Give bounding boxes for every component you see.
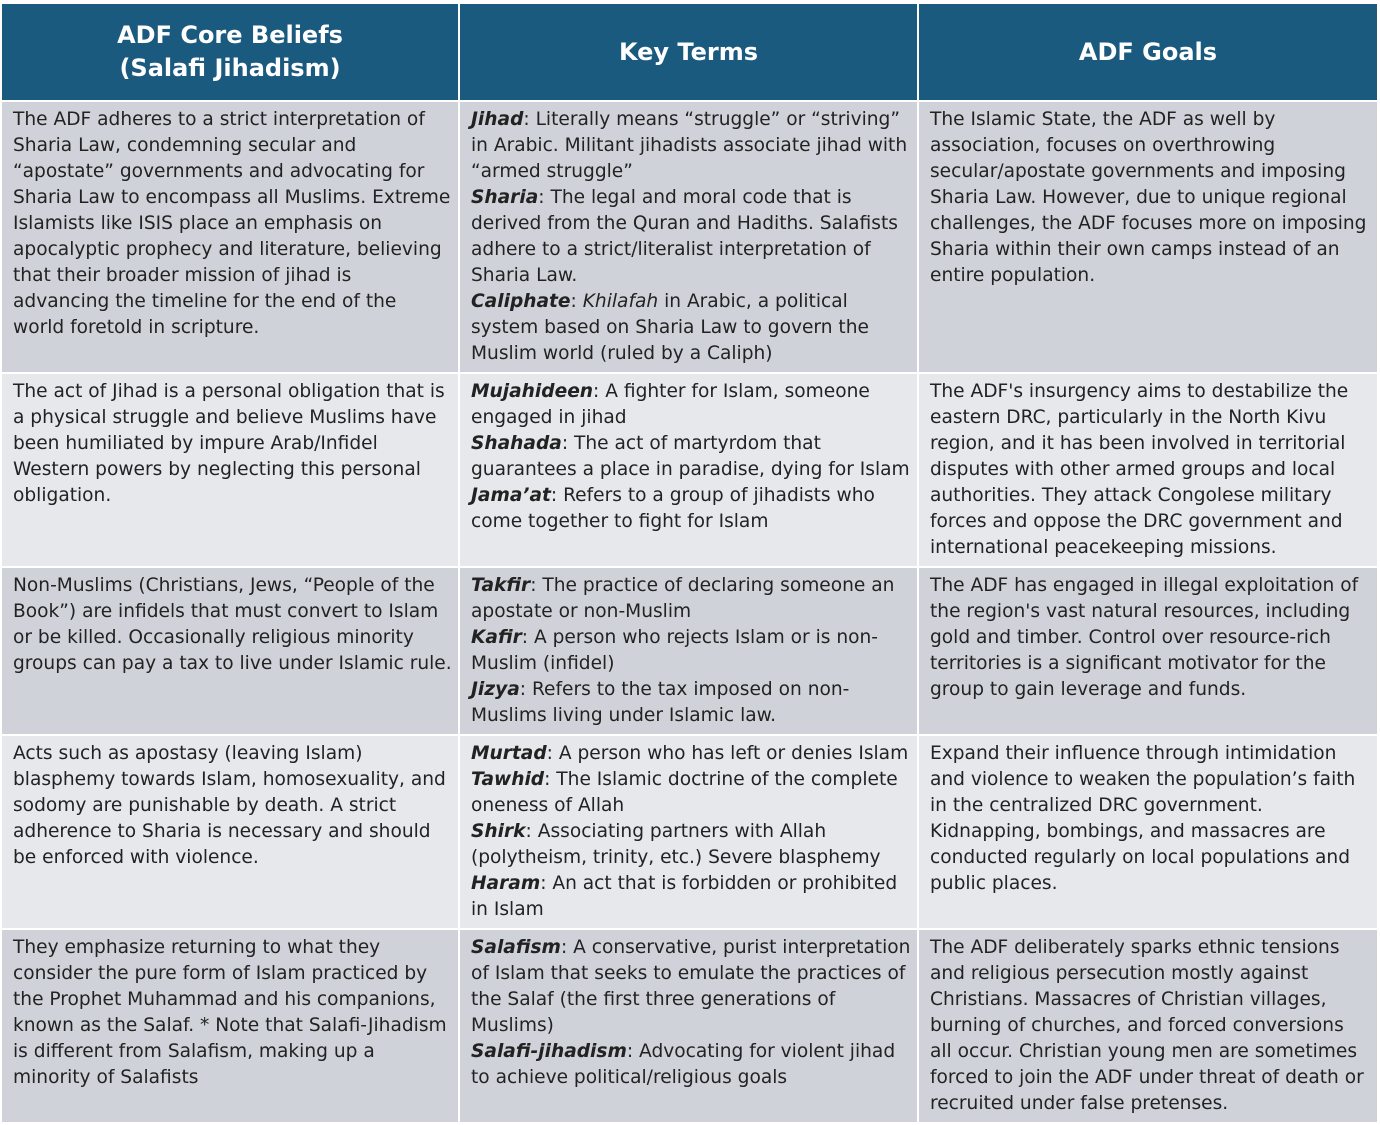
- term-definition: : Advocating for violent jihad to achieve political/religious goals: [471, 1041, 896, 1088]
- term-name: Salafism: [471, 937, 561, 958]
- term-definition: : Associating partners with Allah (polytheism, trinity, etc.) Severe blasphemy: [471, 821, 881, 868]
- term-definition: : A fighter for Islam, someone engaged in jihad: [471, 381, 870, 428]
- term-name: Jama’at: [471, 485, 551, 506]
- table-row: [1, 735, 1378, 929]
- term-name: Caliphate: [471, 291, 571, 312]
- term-name: Murtad: [471, 743, 547, 764]
- term-entry: [471, 1039, 913, 1091]
- table-row: [1, 101, 1378, 373]
- term-name: Haram: [471, 873, 541, 894]
- term-definition: : The Islamic doctrine of the complete oneness of Allah: [471, 769, 898, 816]
- term-name: Salafi-jihadism: [471, 1041, 627, 1062]
- term-name: Mujahideen: [471, 381, 594, 402]
- goal-cell: The ADF deliberately sparks ethnic tensions and religious persecution mostly against Christians. Massacres of Christian villages, burning of churches, and forced conversions all occur. Christian young men are sometimes forced to join the ADF under threat of death or recruited under false pretenses.: [918, 929, 1378, 1123]
- term-name: Sharia: [471, 187, 539, 208]
- term-name: Kafir: [471, 627, 522, 648]
- header-adf-goals: ADF Goals: [918, 3, 1378, 101]
- term-definition: : A conservative, purist interpretation of Islam that seeks to emulate the practices of the Salaf (the first three generations of Muslims): [471, 937, 911, 1036]
- term-entry: [471, 107, 913, 185]
- belief-cell: Non-Muslims (Christians, Jews, “People of the Book”) are infidels that must convert to Islam or be killed. Occasionally religious minority groups can pay a tax to live under Islamic rule.: [1, 567, 459, 735]
- term-entry: [471, 573, 913, 625]
- term-entry: [471, 935, 913, 1039]
- table-row: [1, 567, 1378, 735]
- goal-cell: The Islamic State, the ADF as well by association, focuses on overthrowing secular/apostate governments and imposing Sharia Law. However, due to unique regional challenges, the ADF focuses more on imposing Sharia within their own camps instead of an entire population.: [918, 101, 1378, 373]
- belief-cell: The act of Jihad is a personal obligation that is a physical struggle and believe Muslims have been humiliated by impure Arab/Infidel Western powers by neglecting this personal obligation.: [1, 373, 459, 567]
- term-definition: : The act of martyrdom that guarantees a place in paradise, dying for Islam: [471, 433, 910, 480]
- beliefs-table: [0, 2, 1379, 1124]
- term-name: Takfir: [471, 575, 531, 596]
- term-definition: : An act that is forbidden or prohibited in Islam: [471, 873, 898, 920]
- term-definition: : A person who has left or denies Islam: [546, 743, 909, 764]
- header-key-terms: Key Terms: [459, 3, 918, 101]
- belief-cell: The ADF adheres to a strict interpretation of Sharia Law, condemning secular and “apostate” governments and advocating for Sharia Law to encompass all Muslims. Extreme Islamists like ISIS place an emphasis on apocalyptic prophecy and literature, believing that their broader mission of jihad is advancing the timeline for the end of the world foretold in scripture.: [1, 101, 459, 373]
- term-name: Tawhid: [471, 769, 545, 790]
- goal-cell: Expand their influence through intimidation and violence to weaken the population’s faith in the centralized DRC government. Kidnapping, bombings, and massacres are conducted regularly on local populations and public places.: [918, 735, 1378, 929]
- term-definition: :: [570, 291, 583, 312]
- term-entry: [471, 677, 913, 729]
- term-definition: : A person who rejects Islam or is non-Muslim (infidel): [471, 627, 878, 674]
- terms-cell: [459, 373, 918, 567]
- terms-cell: [459, 567, 918, 735]
- goal-cell: The ADF has engaged in illegal exploitation of the region's vast natural resources, including gold and timber. Control over resource-rich territories is a significant motivator for the group to gain leverage and funds.: [918, 567, 1378, 735]
- header-row: [1, 3, 1378, 101]
- term-definition: : Literally means “struggle” or “striving” in Arabic. Militant jihadists associate jihad with “armed struggle”: [471, 109, 908, 182]
- table-row: [1, 929, 1378, 1123]
- term-definition: : The legal and moral code that is derived from the Quran and Hadiths. Salafists adhere to a strict/literalist interpretation of Sharia Law.: [471, 187, 898, 286]
- term-name: Shahada: [471, 433, 562, 454]
- term-definition: : The practice of declaring someone an apostate or non-Muslim: [471, 575, 895, 622]
- term-entry: [471, 431, 913, 483]
- terms-cell: [459, 929, 918, 1123]
- header-core-beliefs-line1: ADF Core Beliefs: [117, 21, 343, 49]
- header-core-beliefs: [1, 3, 459, 101]
- term-entry: [471, 289, 913, 367]
- term-definition: : Refers to a group of jihadists who come together to fight for Islam: [471, 485, 875, 532]
- term-name: Shirk: [471, 821, 526, 842]
- term-entry: [471, 379, 913, 431]
- term-definition-rest: in Arabic, a political system based on Sharia Law to govern the Muslim world (ruled by a Caliph): [471, 291, 869, 364]
- header-core-beliefs-line2: (Salafi Jihadism): [119, 54, 341, 82]
- goal-cell: The ADF's insurgency aims to destabilize the eastern DRC, particularly in the North Kivu region, and it has been involved in territorial disputes with other armed groups and local authorities. They attack Congolese military forces and oppose the DRC government and international peacekeeping missions.: [918, 373, 1378, 567]
- term-name: Jizya: [471, 679, 520, 700]
- terms-cell: [459, 101, 918, 373]
- belief-cell: They emphasize returning to what they consider the pure form of Islam practiced by the Prophet Muhammad and his companions, known as the Salaf. * Note that Salafi-Jihadism is different from Salafism, making up a minority of Salafists: [1, 929, 459, 1123]
- term-entry: [471, 483, 913, 535]
- belief-cell: Acts such as apostasy (leaving Islam) blasphemy towards Islam, homosexuality, and sodomy are punishable by death. A strict adherence to Sharia is necessary and should be enforced with violence.: [1, 735, 459, 929]
- term-definition: : Refers to the tax imposed on non-Muslims living under Islamic law.: [471, 679, 850, 726]
- term-entry: [471, 871, 913, 923]
- term-entry: [471, 819, 913, 871]
- table-row: [1, 373, 1378, 567]
- term-name: Jihad: [471, 109, 524, 130]
- term-entry: [471, 741, 913, 767]
- term-entry: [471, 625, 913, 677]
- term-entry: [471, 767, 913, 819]
- term-entry: [471, 185, 913, 289]
- term-arabic: Khilafah: [582, 291, 659, 312]
- terms-cell: [459, 735, 918, 929]
